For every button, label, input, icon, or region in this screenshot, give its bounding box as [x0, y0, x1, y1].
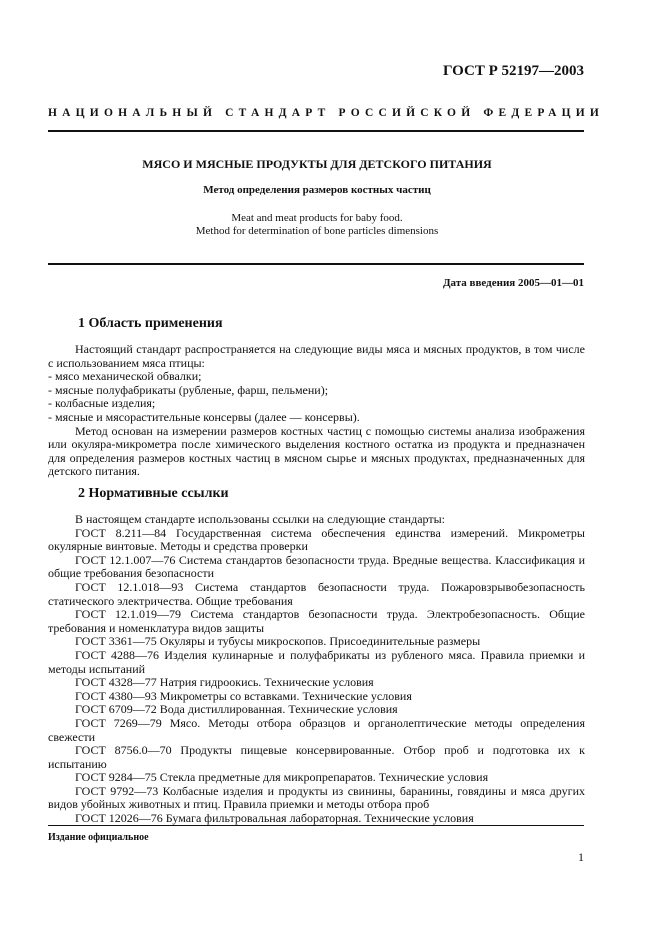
section-2-intro: В настоящем стандарте использованы ссылки на следующие стандарты: — [75, 512, 446, 526]
list-item: - колбасные изделия; — [48, 396, 156, 411]
list-item: - мясные полуфабрикаты (рубленые, фарш, пельмени); — [48, 382, 329, 397]
reference-item: ГОСТ 4288—76 Изделия кулинарные и полуфабрикаты из рубленого мяса. Правила приемки и методы испытаний — [48, 647, 585, 676]
section-1-method: Метод основан на измерении размеров костных частиц с помощью системы анализа изображения или окуляра-микрометра после химического выделения костного остатка из продукта и предназначен для определения размеров костных частиц в мясном сырье и мясных продуктах, предназначенных для детского питания. — [48, 423, 585, 479]
reference-item: ГОСТ 12.1.007—76 Система стандартов безопасности труда. Вредные вещества. Классификация и общие требования безопасности — [48, 552, 585, 581]
page-number: 1 — [578, 850, 584, 864]
document-title: МЯСО И МЯСНЫЕ ПРОДУКТЫ ДЛЯ ДЕТСКОГО ПИТАНИЯ — [142, 157, 492, 171]
section-1-intro: Настоящий стандарт распространяется на следующие виды мяса и мясных продуктов, в том числе с использованием мяса птицы: — [48, 342, 585, 370]
edition-label: Издание официальное — [48, 832, 149, 843]
reference-item: ГОСТ 3361—75 Окуляры и тубусы микроскопов. Присоединительные размеры — [75, 634, 481, 649]
reference-item: ГОСТ 9792—73 Колбасные изделия и продукты из свинины, баранины, говядины и мяса других видов убойных животных и птиц. Правила приемки и методы отбора проб — [48, 783, 585, 812]
reference-item: ГОСТ 8756.0—70 Продукты пищевые консервированные. Отбор проб и подготовка их к испытанию — [48, 743, 585, 771]
section-2-heading: 2 Нормативные ссылки — [78, 486, 229, 501]
english-title-line-2: Method for determination of bone particles dimensions — [195, 225, 439, 237]
reference-item: ГОСТ 12.1.019—79 Система стандартов безопасности труда. Электробезопасность. Общие требования и номенклатура видов защиты — [48, 607, 585, 635]
document-subtitle: Метод определения размеров костных частиц — [203, 184, 431, 196]
reference-item: ГОСТ 8.211—84 Государственная система обеспечения единства измерений. Микрометры окулярные винтовые. Методы и средства проверки — [48, 525, 585, 554]
document-code: ГОСТ Р 52197—2003 — [442, 63, 584, 79]
section-1-body — [48, 343, 585, 479]
footer-divider — [48, 825, 584, 826]
list-item: - мясо механической обвалки; — [48, 369, 202, 384]
reference-item: ГОСТ 12026—76 Бумага фильтровальная лабораторная. Технические условия — [75, 811, 474, 826]
reference-item: ГОСТ 4328—77 Натрия гидроокись. Технические условия — [75, 675, 374, 690]
introduction-date: Дата введения 2005—01—01 — [442, 277, 584, 289]
section-1-heading: 1 Область применения — [78, 316, 223, 331]
reference-item: ГОСТ 4380—93 Микрометры со вставками. Технические условия — [75, 688, 412, 703]
section-2-body — [48, 513, 585, 826]
reference-item: ГОСТ 12.1.018—93 Система стандартов безопасности труда. Пожаровзрывобезопасность статического электричества. Общие требования — [48, 579, 585, 608]
header-divider — [48, 130, 584, 132]
reference-item: ГОСТ 7269—79 Мясо. Методы отбора образцов и органолептические методы определения свежести — [48, 715, 585, 744]
english-title-line-1: Meat and meat products for baby food. — [231, 212, 403, 224]
list-item: - мясные и мясорастительные консервы (далее — консервы). — [48, 409, 360, 424]
national-standard-heading: НАЦИОНАЛЬНЫЙ СТАНДАРТ РОССИЙСКОЙ ФЕДЕРАЦИИ — [48, 107, 605, 119]
reference-item: ГОСТ 6709—72 Вода дистиллированная. Технические условия — [75, 702, 398, 717]
reference-item: ГОСТ 9284—75 Стекла предметные для микропрепаратов. Технические условия — [75, 770, 489, 785]
title-divider — [48, 263, 584, 265]
